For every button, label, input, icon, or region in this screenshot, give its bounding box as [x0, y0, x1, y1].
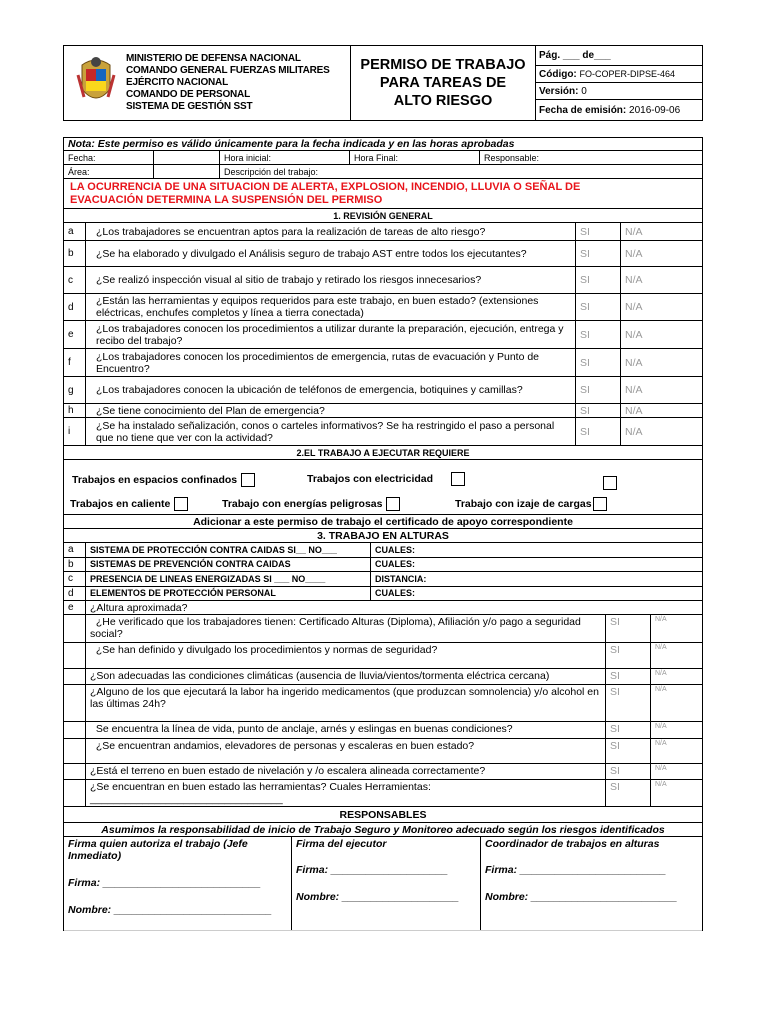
coat-of-arms-logo — [76, 55, 116, 111]
option-label: Trabajos con electricidad — [307, 472, 434, 485]
si-option[interactable]: SI — [606, 685, 651, 721]
na-option[interactable]: N/A — [625, 384, 643, 396]
height-work-item: PRESENCIA DE LINEAS ENERGIZADAS SI ___ NO____ — [86, 572, 371, 586]
area-input[interactable] — [154, 165, 220, 178]
review-row — [64, 223, 702, 241]
signature-field[interactable]: Firma: _________________________ — [485, 864, 666, 876]
height-work-item: ELEMENTOS DE PROTECCIÓN PERSONAL — [86, 587, 371, 601]
na-option[interactable]: N/A — [655, 616, 667, 623]
na-option[interactable]: N/A — [655, 686, 667, 693]
title-line: ALTO RIESGO — [393, 93, 493, 109]
height-work-row — [64, 543, 702, 558]
review-question: ¿Los trabajadores se encuentran aptos para la realización de tareas de alto riesgo? — [86, 223, 576, 240]
height-check-question: ¿Se encuentran andamios, elevadores de personas y escaleras en buen estado? — [86, 739, 606, 763]
org-line: MINISTERIO DE DEFENSA NACIONAL — [126, 53, 301, 64]
issue-date-value: 2016-09-06 — [629, 104, 681, 116]
option-label: Trabajos en espacios confinados — [72, 473, 238, 486]
approx-height-question[interactable]: ¿Altura aproximada? — [90, 601, 188, 614]
review-question: ¿Se realizó inspección visual al sitio de trabajo y retirado los riesgos innecesarios? — [86, 267, 576, 293]
row-letter: a — [64, 223, 86, 240]
row-letter-cell — [64, 780, 86, 806]
version-label: Versión: — [539, 85, 579, 97]
area-label: Área: — [64, 165, 154, 178]
review-row — [64, 418, 702, 446]
option-label: Trabajos en caliente — [70, 497, 171, 510]
row-letter: i — [64, 418, 86, 445]
issue-date-field — [536, 100, 702, 120]
na-option[interactable]: N/A — [625, 356, 643, 369]
signature-executor — [292, 837, 481, 930]
validity-note: Nota: Este permiso es válido únicamente para la fecha indicada y en las horas aprobadas — [68, 138, 515, 150]
height-check-question: Se encuentra la línea de vida, punto de anclaje, arnés y eslingas en buenas condiciones? — [86, 722, 606, 738]
name-field[interactable]: Nombre: ____________________ — [296, 891, 459, 903]
org-line: COMANDO DE PERSONAL — [126, 89, 250, 100]
height-work-item: SISTEMA DE PROTECCIÓN CONTRA CAIDAS SI__ NO___ — [86, 543, 371, 557]
option-label: Trabajo con izaje de cargas — [455, 497, 592, 510]
date-label: Fecha: — [64, 151, 154, 164]
name-field[interactable]: Nombre: _________________________ — [485, 891, 678, 903]
na-option[interactable]: N/A — [655, 723, 667, 730]
height-check-row — [64, 615, 702, 643]
row-letter: c — [64, 267, 86, 293]
si-option[interactable]: SI — [576, 418, 621, 445]
version-value: 0 — [581, 85, 587, 97]
description-label[interactable]: Descripción del trabajo: — [224, 166, 319, 177]
signature-heading: Coordinador de trabajos en alturas — [485, 838, 660, 850]
si-option[interactable]: SI — [576, 223, 621, 240]
date-input[interactable] — [154, 151, 220, 164]
option-electricity[interactable] — [307, 472, 465, 486]
na-option[interactable]: N/A — [655, 781, 667, 788]
si-option[interactable]: SI — [606, 780, 651, 806]
suspension-warning: LA OCURRENCIA DE UNA SITUACION DE ALERTA, EXPLOSION, INCENDIO, LLUVIA O SEÑAL DE EVACUACIÓN DETERMINA LA SUSPENSIÓN DEL PERMISO — [70, 180, 581, 206]
si-option[interactable]: SI — [606, 669, 651, 684]
height-check-question: ¿Se han definido y divulgado los procedimientos y normas de seguridad? — [86, 643, 606, 668]
checkbox[interactable] — [451, 472, 465, 486]
code-label: Código: — [539, 68, 577, 80]
row-letter-cell — [64, 669, 86, 684]
checkbox[interactable] — [603, 476, 617, 490]
row-letter: g — [64, 377, 86, 403]
signature-authorizer — [64, 837, 292, 930]
row-letter: h — [64, 404, 86, 417]
na-option[interactable]: N/A — [625, 404, 643, 417]
review-question: ¿Se ha elaborado y divulgado el Análisis seguro de trabajo AST entre todos los ejecutantes? — [86, 241, 576, 266]
permit-form — [63, 137, 703, 931]
si-option[interactable]: SI — [606, 615, 651, 642]
review-row — [64, 241, 702, 267]
review-row — [64, 349, 702, 377]
row-letter: c — [64, 572, 86, 586]
row-letter: d — [64, 294, 86, 320]
section1-title: 1. REVISIÓN GENERAL — [333, 210, 433, 221]
na-option[interactable]: N/A — [655, 644, 667, 651]
row-letter: b — [64, 558, 86, 572]
end-time-label[interactable]: Hora Final: — [350, 151, 480, 164]
responsibility-statement: Asumimos la responsabilidad de inicio de Trabajo Seguro y Monitoreo adecuado según los riesgos identificados — [101, 823, 665, 836]
document-title — [351, 46, 536, 120]
row-letter: b — [64, 241, 86, 266]
name-field[interactable]: Nombre: ___________________________ — [68, 904, 272, 916]
height-check-question: ¿Está el terreno en buen estado de nivelación y /o escalera alineada correctamente? — [86, 764, 606, 779]
na-option[interactable]: N/A — [625, 274, 643, 286]
code-value: FO-COPER-DIPSE-464 — [579, 69, 676, 79]
checkbox[interactable] — [241, 473, 255, 487]
height-work-detail[interactable]: CUALES: — [375, 588, 415, 599]
review-row — [64, 267, 702, 294]
checkbox[interactable] — [174, 497, 188, 511]
height-check-row — [64, 739, 702, 764]
height-check-question: ¿Son adecuadas las condiciones climáticas (ausencia de lluvia/vientos/tormenta eléctrica cercana) — [86, 669, 606, 684]
si-option[interactable]: SI — [606, 643, 651, 668]
signature-field[interactable]: Firma: ___________________________ — [68, 877, 261, 889]
signatures — [64, 837, 702, 931]
row-letter: a — [64, 543, 86, 557]
si-option[interactable]: SI — [576, 404, 621, 417]
option-label: Trabajo con energías peligrosas — [222, 497, 383, 510]
row-letter-cell — [64, 685, 86, 721]
row-letter: e — [64, 321, 86, 348]
row-letter-cell — [64, 643, 86, 668]
na-option[interactable]: N/A — [655, 765, 667, 772]
start-time-label[interactable]: Hora inicial: — [220, 151, 350, 164]
org-line: EJÉRCITO NACIONAL — [126, 77, 228, 88]
org-line: SISTEMA DE GESTIÓN SST — [126, 101, 253, 112]
review-question: ¿Están las herramientas y equipos requeridos para este trabajo, en buen estado? (extensiones eléctricas, enchufes completos y línea a tierra conectada) — [86, 294, 576, 320]
si-option[interactable]: SI — [606, 764, 651, 779]
na-option[interactable]: N/A — [625, 225, 643, 238]
na-option[interactable]: N/A — [655, 670, 667, 677]
height-check-row — [64, 685, 702, 722]
responsables-title: RESPONSABLES — [339, 808, 427, 821]
si-option[interactable]: SI — [576, 321, 621, 348]
title-line: PARA TAREAS DE — [379, 75, 507, 91]
row-letter: f — [64, 349, 86, 376]
row-letter-cell — [64, 615, 86, 642]
height-work-row — [64, 572, 702, 587]
si-option[interactable]: SI — [606, 722, 651, 738]
na-option[interactable]: N/A — [625, 247, 643, 260]
header-org — [64, 46, 351, 120]
height-work-row — [64, 587, 702, 602]
height-check-question: ¿Alguno de los que ejecutará la labor ha ingerido medicamentos (que produzcan somnolencia) y/o alcohol en las últimas 24h? — [86, 685, 606, 721]
section3-title: 3. TRABAJO EN ALTURAS — [317, 529, 449, 542]
na-option[interactable]: N/A — [625, 301, 643, 313]
certificate-note: Adicionar a este permiso de trabajo el certificado de apoyo correspondiente — [193, 515, 573, 528]
row-letter-cell — [64, 722, 86, 738]
row-letter: e — [64, 601, 86, 614]
row-letter-cell — [64, 739, 86, 763]
row-letter-cell — [64, 764, 86, 779]
checkbox[interactable] — [386, 497, 400, 511]
review-question: ¿Los trabajadores conocen la ubicación de teléfonos de emergencia, botiquines y camillas? — [86, 377, 576, 403]
height-work-detail[interactable]: DISTANCIA: — [375, 573, 427, 584]
signature-heading: Firma del ejecutor — [296, 838, 387, 850]
document-meta — [536, 46, 702, 120]
signature-heading: Firma quien autoriza el trabajo (Jefe Inmediato) — [68, 838, 248, 862]
si-option[interactable]: SI — [576, 377, 621, 403]
height-check-question: ¿Se encuentran en buen estado las herramientas? Cuales Herramientas: _________________________________ — [86, 780, 606, 806]
height-work-detail[interactable]: CUALES: — [375, 544, 415, 555]
review-question: ¿Se tiene conocimiento del Plan de emergencia? — [86, 404, 576, 417]
review-question: ¿Se ha instalado señalización, conos o carteles informativos? Se ha restringido el paso a personal que no tiene que ver con la actividad? — [86, 418, 576, 445]
review-row — [64, 404, 702, 418]
document-header — [63, 45, 703, 121]
review-question: ¿Los trabajadores conocen los procedimientos a utilizar durante la preparación, ejecución, entrega y recibo del trabajo? — [86, 321, 576, 348]
review-row — [64, 294, 702, 321]
checkbox[interactable] — [593, 497, 607, 511]
signature-coordinator — [481, 837, 702, 930]
height-work-detail[interactable]: CUALES: — [375, 559, 415, 570]
na-option[interactable]: N/A — [655, 740, 667, 747]
height-check-row — [64, 643, 702, 669]
height-work-item: SISTEMAS DE PREVENCIÓN CONTRA CAIDAS — [86, 558, 371, 572]
responsible-label[interactable]: Responsable: — [484, 152, 540, 163]
option-confined-spaces[interactable] — [72, 473, 255, 487]
si-option[interactable]: SI — [576, 267, 621, 293]
option-hazardous-energy[interactable] — [222, 497, 400, 511]
issue-date-label: Fecha de emisión: — [539, 104, 627, 116]
page-number: Pág. ___ de___ — [536, 46, 702, 66]
org-line: COMANDO GENERAL FUERZAS MILITARES — [126, 65, 330, 76]
height-check-row — [64, 764, 702, 780]
work-type-options — [64, 460, 702, 514]
option-load-lifting[interactable] — [455, 497, 607, 511]
review-row — [64, 377, 702, 404]
title-line: PERMISO DE TRABAJO — [360, 57, 526, 73]
signature-field[interactable]: Firma: ____________________ — [296, 864, 448, 876]
review-question: ¿Los trabajadores conocen los procedimientos de emergencia, rutas de evacuación y Punto de Encuentro? — [86, 349, 576, 376]
si-option[interactable]: SI — [576, 241, 621, 266]
si-option[interactable]: SI — [576, 349, 621, 376]
height-check-question: ¿He verificado que los trabajadores tienen: Certificado Alturas (Diploma), Afiliación y/o pago a seguridad social? — [86, 615, 606, 642]
si-option[interactable]: SI — [576, 294, 621, 320]
height-check-row — [64, 722, 702, 739]
height-check-row — [64, 780, 702, 807]
version-field — [536, 83, 702, 100]
review-row — [64, 321, 702, 349]
row-letter: d — [64, 587, 86, 601]
option-hot-work[interactable] — [70, 497, 188, 511]
na-option[interactable]: N/A — [625, 328, 643, 341]
section2-title: 2.EL TRABAJO A EJECUTAR REQUIERE — [296, 447, 470, 458]
na-option[interactable]: N/A — [625, 425, 643, 438]
si-option[interactable]: SI — [606, 739, 651, 763]
height-work-row — [64, 558, 702, 573]
height-check-row — [64, 669, 702, 685]
code-field — [536, 66, 702, 83]
